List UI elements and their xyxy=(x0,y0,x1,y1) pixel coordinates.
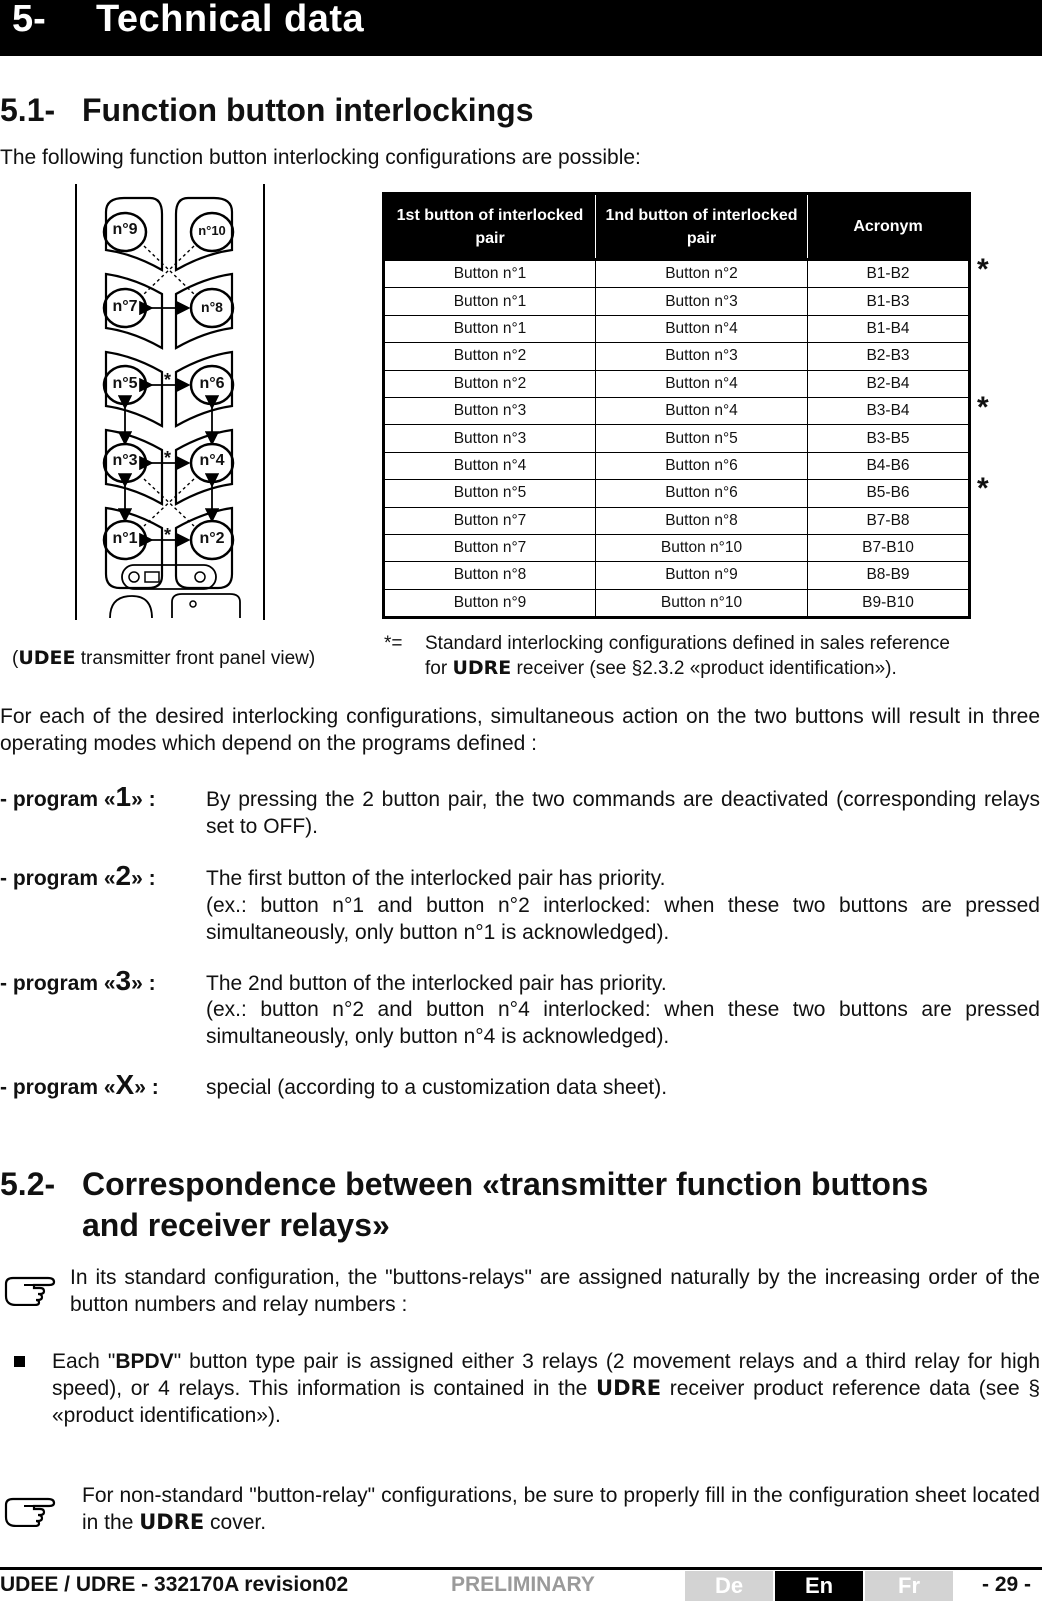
language-tab-fr[interactable]: Fr xyxy=(865,1571,953,1601)
table-cell: Button n°1 xyxy=(384,315,596,342)
table-cell: B3-B4 xyxy=(808,397,970,424)
table-cell: Button n°4 xyxy=(384,452,596,479)
table-cell: Button n°9 xyxy=(384,589,596,617)
transmitter-front-panel-drawing xyxy=(60,184,275,634)
document-status: PRELIMINARY xyxy=(451,1573,595,1596)
standard-config-star: * xyxy=(164,448,172,468)
transmitter-button-label: n°1 xyxy=(112,530,138,547)
program-description: The 2nd button of the interlocked pair has priority. xyxy=(206,972,667,995)
pointing-hand-icon xyxy=(4,1274,62,1306)
program-description: By pressing the 2 button pair, the two commands are deactivated (corresponding relays set to OFF). xyxy=(206,788,1040,838)
table-row xyxy=(384,288,970,315)
program-label: - program «2» : xyxy=(0,860,156,891)
subsection-title: Correspondence between «transmitter function buttons xyxy=(82,1166,929,1202)
table-row xyxy=(384,260,970,288)
table-row xyxy=(384,452,970,479)
table-cell: B7-B8 xyxy=(808,507,970,534)
brand-name: UDRE xyxy=(452,657,512,679)
column-header: 1nd button of interlocked pair xyxy=(596,194,808,260)
subsection-number: 5.2- xyxy=(0,1166,56,1202)
program-description: special (according to a customization data sheet). xyxy=(206,1076,668,1099)
table-cell: Button n°6 xyxy=(596,480,808,507)
transmitter-button-label: n°2 xyxy=(199,530,225,547)
column-header: Acronym xyxy=(808,194,970,260)
table-cell: B5-B6 xyxy=(808,480,970,507)
table-cell: B2-B4 xyxy=(808,370,970,397)
table-cell: Button n°3 xyxy=(596,343,808,370)
bullet-text: Each "BPDV" button type pair is assigned either 3 relays (2 movement relays and a third relay for high speed), or 4 relays. This information is contained in the UDRE receiver product reference data (see § «product identification»). xyxy=(52,1350,1041,1427)
table-row xyxy=(384,425,970,452)
table-note-key: *= xyxy=(384,633,403,654)
program-label: - program «3» : xyxy=(0,965,156,996)
table-cell: B3-B5 xyxy=(808,425,970,452)
table-row xyxy=(384,370,970,397)
column-header: 1st button of interlocked pair xyxy=(384,194,596,260)
document-reference: UDEE / UDRE - 332170A revision02 xyxy=(0,1573,349,1596)
intro-text: The following function button interlocking configurations are possible: xyxy=(0,146,641,169)
table-cell: Button n°9 xyxy=(596,562,808,589)
table-cell: Button n°3 xyxy=(384,425,596,452)
table-cell: Button n°3 xyxy=(384,397,596,424)
note-text: In its standard configuration, the "buttons-relays" are assigned naturally by the increasing order of the button numbers and relay numbers : xyxy=(70,1266,1040,1316)
table-cell: Button n°4 xyxy=(596,397,808,424)
transmitter-button-label: n°5 xyxy=(112,375,138,392)
square-bullet-icon xyxy=(14,1356,25,1367)
table-cell: Button n°1 xyxy=(384,288,596,315)
table-cell: Button n°3 xyxy=(596,288,808,315)
table-cell: B2-B3 xyxy=(808,343,970,370)
subsection-number: 5.1- xyxy=(0,92,56,128)
table-cell: Button n°2 xyxy=(384,370,596,397)
standard-config-star: * xyxy=(977,391,989,424)
brand-name: UDEE xyxy=(18,647,76,669)
table-cell: Button n°2 xyxy=(384,343,596,370)
table-cell: Button n°4 xyxy=(596,315,808,342)
table-row xyxy=(384,343,970,370)
table-row xyxy=(384,589,970,617)
table-cell: Button n°7 xyxy=(384,507,596,534)
language-tab-de[interactable]: De xyxy=(685,1571,773,1601)
table-row xyxy=(384,397,970,424)
transmitter-button-label: n°10 xyxy=(198,223,226,238)
modes-intro-text: For each of the desired interlocking configurations, simultaneous action on the two buttons will result in three operating modes which depend on the programs defined : xyxy=(0,705,1040,755)
table-row xyxy=(384,315,970,342)
table-cell: Button n°10 xyxy=(596,534,808,561)
transmitter-button-label: n°6 xyxy=(199,375,225,392)
transmitter-button-label: n°9 xyxy=(112,221,138,238)
page-number: - 29 - xyxy=(982,1573,1032,1596)
table-cell: Button n°8 xyxy=(596,507,808,534)
transmitter-caption: (UDEE transmitter front panel view) xyxy=(12,647,316,669)
table-cell: B7-B10 xyxy=(808,534,970,561)
table-cell: B8-B9 xyxy=(808,562,970,589)
table-header-row xyxy=(384,194,970,260)
table-cell: Button n°8 xyxy=(384,562,596,589)
table-cell: Button n°2 xyxy=(596,260,808,288)
section-number: 5- xyxy=(12,0,46,40)
program-description: The first button of the interlocked pair has priority. xyxy=(206,867,666,890)
transmitter-button-label: n°8 xyxy=(201,299,223,315)
table-cell: B1-B4 xyxy=(808,315,970,342)
table-cell: B9-B10 xyxy=(808,589,970,617)
table-cell: Button n°1 xyxy=(384,260,596,288)
subsection-title: and receiver relays» xyxy=(82,1207,390,1243)
table-note-line: for UDRE receiver (see §2.3.2 «product identification»). xyxy=(425,657,897,679)
standard-config-star: * xyxy=(164,370,172,390)
program-label: - program «X» : xyxy=(0,1069,159,1100)
table-cell: Button n°10 xyxy=(596,589,808,617)
table-cell: B1-B2 xyxy=(808,260,970,288)
table-cell: Button n°5 xyxy=(384,480,596,507)
table-cell: B1-B3 xyxy=(808,288,970,315)
section-title: Technical data xyxy=(96,0,365,40)
table-row xyxy=(384,562,970,589)
language-tab-en[interactable]: En xyxy=(775,1571,863,1601)
table-cell: Button n°5 xyxy=(596,425,808,452)
standard-config-star: * xyxy=(164,525,172,545)
table-row xyxy=(384,480,970,507)
transmitter-button-label: n°4 xyxy=(199,452,225,469)
table-cell: Button n°6 xyxy=(596,452,808,479)
table-cell: Button n°7 xyxy=(384,534,596,561)
program-example: (ex.: button n°1 and button n°2 interlocked: when these two buttons are pressed simultaneously, only button n°1 is acknowledged). xyxy=(206,894,1040,944)
table-cell: Button n°4 xyxy=(596,370,808,397)
table-note-line: Standard interlocking configurations defined in sales reference xyxy=(425,633,950,654)
interlocking-table xyxy=(382,192,971,619)
table-cell: B4-B6 xyxy=(808,452,970,479)
program-label: - program «1» : xyxy=(0,781,156,812)
standard-config-star: * xyxy=(977,253,989,286)
program-example: (ex.: button n°2 and button n°4 interlocked: when these two buttons are pressed simultaneously, only button n°4 is acknowledged). xyxy=(206,998,1040,1048)
brand-name: UDRE xyxy=(139,1510,205,1534)
subsection-title: Function button interlockings xyxy=(82,92,534,128)
transmitter-button-label: n°3 xyxy=(112,452,138,469)
table-row xyxy=(384,507,970,534)
brand-name: UDRE xyxy=(596,1376,662,1400)
transmitter-button-label: n°7 xyxy=(112,298,138,315)
pointing-hand-icon xyxy=(4,1495,62,1527)
footer-rule xyxy=(0,1567,1042,1570)
standard-config-star: * xyxy=(977,472,989,505)
table-row xyxy=(384,534,970,561)
note-text: For non-standard "button-relay" configurations, be sure to properly fill in the configuration sheet located in the UDRE cover. xyxy=(82,1484,1040,1534)
